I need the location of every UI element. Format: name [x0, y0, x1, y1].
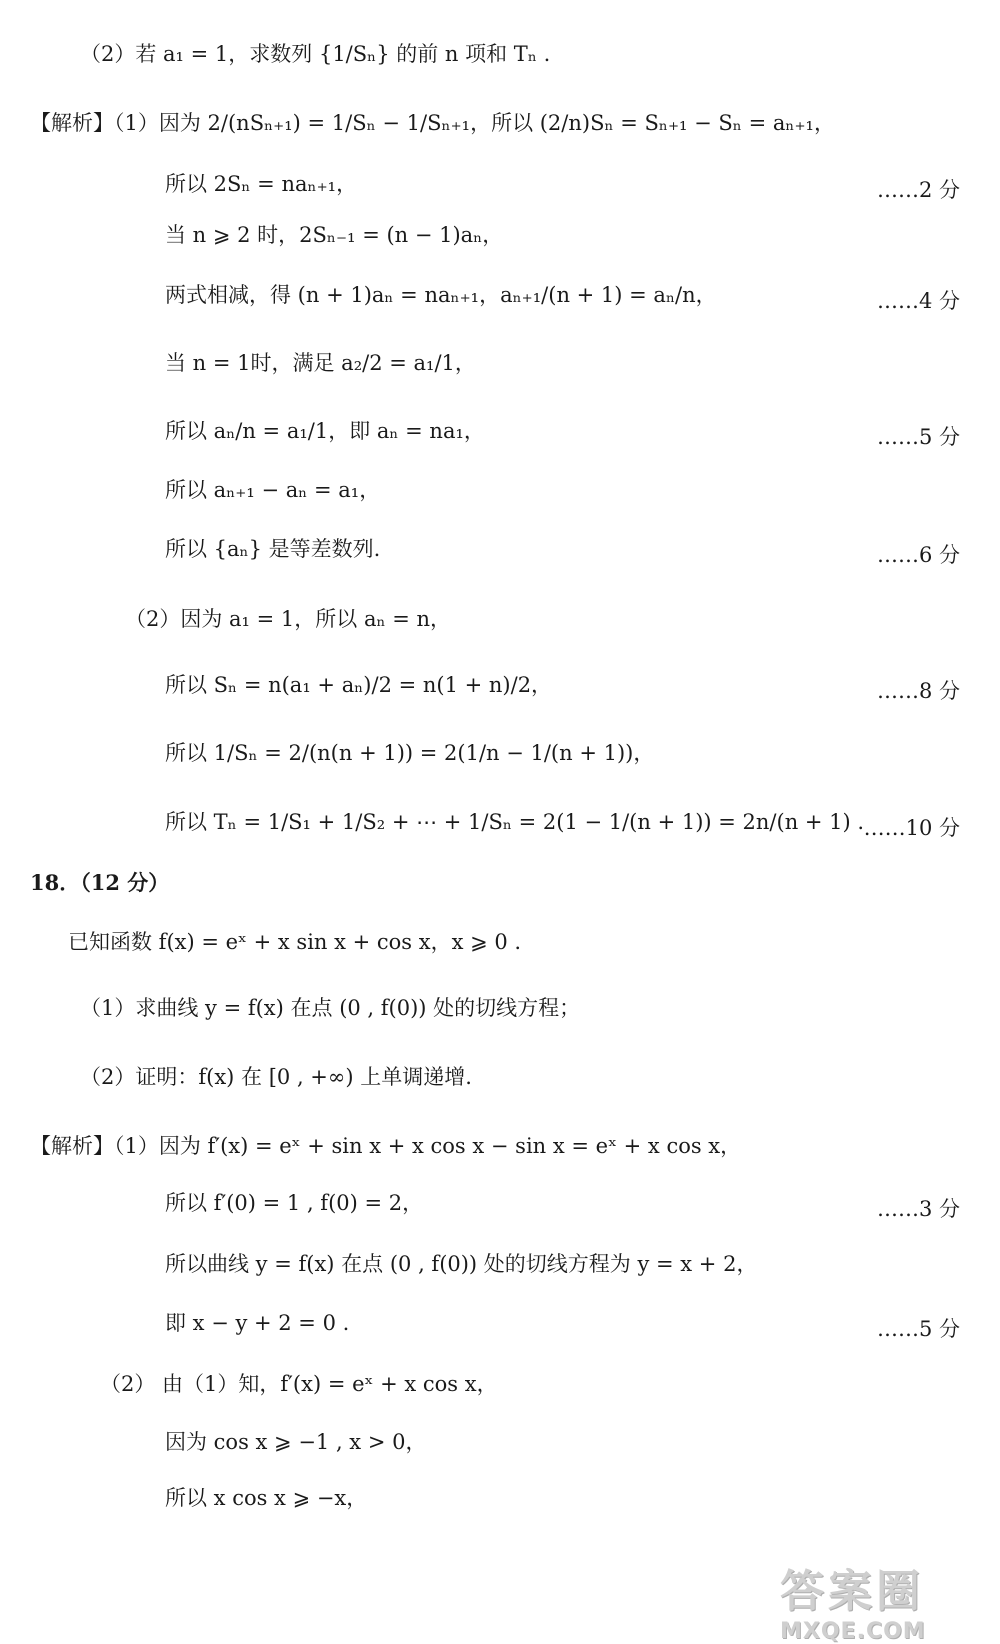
solution17-line5: 当 n = 1时，满足 a₂/2 = a₁/1，	[165, 351, 476, 375]
problem18-heading: 18．（12 分）	[30, 870, 170, 895]
problem18-part1: （1）求曲线 y = f(x) 在点 (0 , f(0)) 处的切线方程；	[80, 996, 581, 1020]
problem18-part2: （2）证明：f(x) 在 [0 , +∞) 上单调递增.	[80, 1065, 472, 1089]
problem18-statement: 已知函数 f(x) = eˣ + x sin x + cos x，x ⩾ 0 .	[68, 930, 522, 954]
solution18-line2: 所以 f′(0) = 1 , f(0) = 2，	[165, 1191, 424, 1215]
solution17-part2-line4: 所以 Tₙ = 1/S₁ + 1/S₂ + ⋯ + 1/Sₙ = 2(1 − 1/(n + 1)) = 2n/(n + 1) .	[165, 810, 865, 834]
score-mark: ……6 分	[876, 543, 960, 567]
score-mark: ……3 分	[876, 1197, 960, 1221]
solution18-part2-line2: 因为 cos x ⩾ −1 , x > 0，	[165, 1430, 427, 1454]
watermark-top: 答案圈	[780, 1566, 924, 1617]
solution17-part2-line3: 所以 1/Sₙ = 2/(n(n + 1)) = 2(1/n − 1/(n + 1))，	[165, 741, 655, 765]
solution17-part2-line1: （2）因为 a₁ = 1，所以 aₙ = n，	[125, 607, 452, 631]
solution17-line3: 当 n ⩾ 2 时，2Sₙ₋₁ = (n − 1)aₙ，	[165, 223, 504, 247]
score-mark: ……10 分	[863, 816, 960, 840]
score-mark: ……5 分	[876, 1317, 960, 1341]
solution18-part1-line1: 【解析】（1）因为 f′(x) = eˣ + sin x + x cos x − sin x = eˣ + x cos x，	[30, 1134, 742, 1158]
score-mark: ……8 分	[876, 679, 960, 703]
solution17-line8: 所以 {aₙ} 是等差数列.	[165, 537, 381, 561]
solution17-line6: 所以 aₙ/n = a₁/1，即 aₙ = na₁，	[165, 419, 485, 443]
solution18-line3: 所以曲线 y = f(x) 在点 (0 , f(0)) 处的切线方程为 y = x + 2，	[165, 1252, 758, 1276]
score-mark: ……4 分	[876, 289, 960, 313]
solution17-line7: 所以 aₙ₊₁ − aₙ = a₁，	[165, 478, 381, 502]
solution18-part2-line3: 所以 x cos x ⩾ −x，	[165, 1486, 368, 1510]
solution17-part2-line2: 所以 Sₙ = n(a₁ + aₙ)/2 = n(1 + n)/2，	[165, 673, 553, 697]
problem17-part2-statement: （2）若 a₁ = 1，求数列 {1/Sₙ} 的前 n 项和 Tₙ .	[80, 42, 551, 66]
score-mark: ……5 分	[876, 425, 960, 449]
watermark-bottom: MXQE.COM	[780, 1619, 926, 1644]
watermark-logo	[780, 1555, 990, 1644]
solution17-part1-line1: 【解析】（1）因为 2/(nSₙ₊₁) = 1/Sₙ − 1/Sₙ₊₁，所以 (2/n)Sₙ = Sₙ₊₁ − Sₙ = aₙ₊₁，	[30, 111, 835, 135]
solution18-line4: 即 x − y + 2 = 0 .	[165, 1311, 350, 1335]
score-mark: ……2 分	[876, 178, 960, 202]
solution18-part2-line1: （2） 由（1）知，f′(x) = eˣ + x cos x，	[100, 1372, 498, 1396]
solution17-line2: 所以 2Sₙ = naₙ₊₁，	[165, 172, 358, 196]
solution17-line4: 两式相减，得 (n + 1)aₙ = naₙ₊₁，aₙ₊₁/(n + 1) = aₙ/n，	[165, 283, 717, 307]
